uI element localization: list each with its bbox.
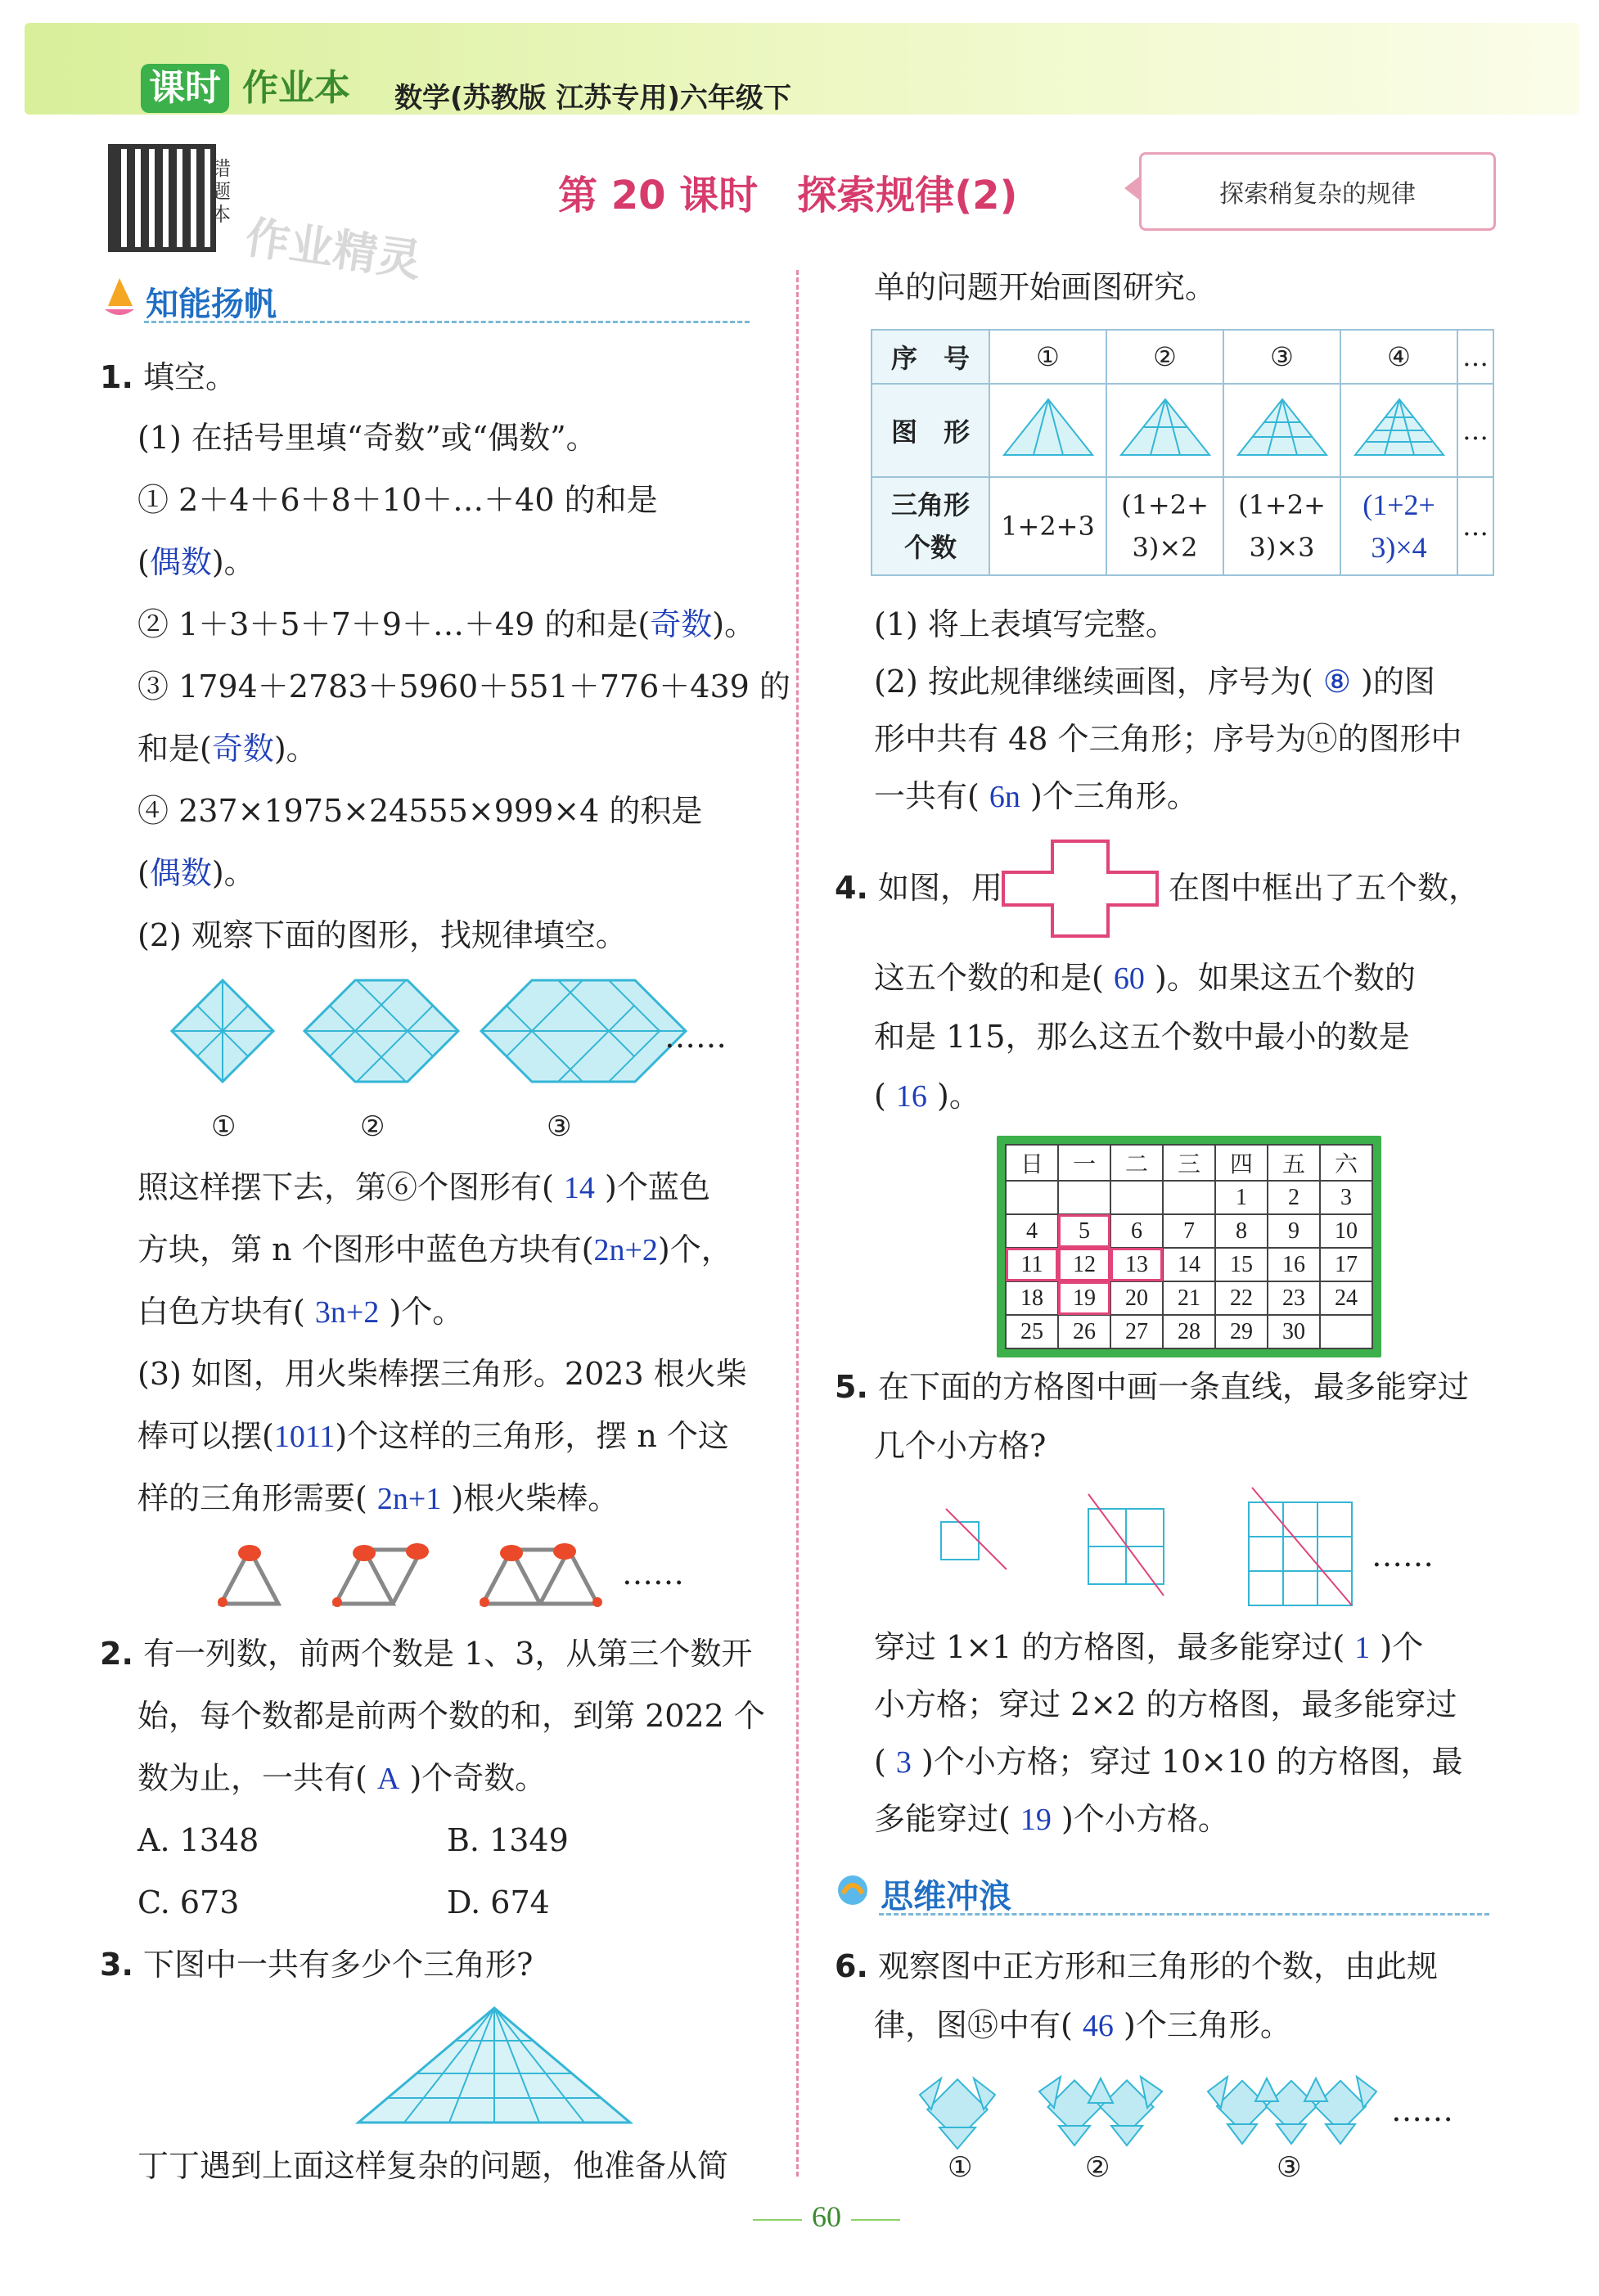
q6-line2: 律，图⑮中有( 46 )个三角形。 xyxy=(874,2007,1291,2043)
q4-line1a: 4. 如图，用 xyxy=(835,870,1002,906)
q1-p2-line2: 方块，第 n 个图形中蓝色方块有(2n+2)个， xyxy=(137,1231,732,1267)
q1-p2-line3: 白色方块有( 3n+2 )个。 xyxy=(137,1294,464,1330)
q5-answer1[interactable]: 1 xyxy=(1354,1631,1371,1665)
q5-ans-line2: 小方格；穿过 2×2 的方格图，最多能穿过 xyxy=(874,1686,1457,1722)
q3-sub1: (1) 将上表填写完整。 xyxy=(874,606,1177,642)
q2-option-d[interactable]: D. 674 xyxy=(447,1884,550,1920)
watermark: 作业精灵 xyxy=(242,211,425,287)
grid-figures xyxy=(933,1484,1375,1615)
q6-label-2: ② xyxy=(1085,2151,1110,2184)
q5-ans-line3: ( 3 )个小方格；穿过 10×10 的方格图，最 xyxy=(874,1744,1463,1780)
q3-text-line2: 单的问题开始画图研究。 xyxy=(874,269,1217,305)
q5-line1: 5. 在下面的方格图中画一条直线，最多能穿过 xyxy=(835,1369,1469,1405)
cross-cell: 11 xyxy=(1006,1248,1058,1281)
diamond-figure-2 xyxy=(304,980,458,1082)
q1-d-answer[interactable]: 偶数 xyxy=(149,857,212,891)
big-triangle-figure xyxy=(355,2005,633,2127)
q1: 1. 填空。 xyxy=(100,359,236,395)
q3-sub2-line3: 一共有( 6n )个三角形。 xyxy=(874,778,1198,814)
column-divider xyxy=(796,270,799,2177)
wave-icon xyxy=(835,1869,871,1911)
q3-stem: 3. 下图中一共有多少个三角形? xyxy=(100,1947,534,1983)
q3-cnt-2: (1+2+ 3)×2 xyxy=(1106,477,1223,575)
q1-a-answer[interactable]: 偶数 xyxy=(149,546,212,580)
brand-logo: 课时 xyxy=(141,64,229,113)
square-triangle-figures xyxy=(917,2070,1391,2152)
q2-line3: 数为止，一共有( A )个奇数。 xyxy=(137,1760,547,1796)
q1-p2-answer2[interactable]: 2n+2 xyxy=(593,1233,658,1267)
q5-line2: 几个小方格? xyxy=(874,1428,1047,1464)
q1-p3-line1: (3) 如图，用火柴棒摆三角形。2023 根火柴 xyxy=(137,1356,747,1392)
lesson-title: 第 20 课时 探索规律(2) xyxy=(558,173,1018,218)
q3-cnt-more: … xyxy=(1457,477,1493,575)
q1-part1-intro: (1) 在括号里填“奇数”或“偶数”。 xyxy=(137,420,597,456)
calendar-week: 4 5 6 7 8 9 10 xyxy=(1006,1214,1372,1248)
sail-icon xyxy=(101,277,137,319)
book-subtitle: 数学(苏教版 江苏专用)六年级下 xyxy=(394,82,791,115)
q3-cnt-4-answer[interactable]: (1+2+ 3)×4 xyxy=(1340,477,1457,575)
cross-cell: 13 xyxy=(1110,1248,1163,1281)
q3-fig-more: … xyxy=(1457,384,1493,477)
qr-code[interactable] xyxy=(108,144,216,252)
q3-table-h-cnt: 三角形 个数 xyxy=(872,477,989,575)
q3-fig-4 xyxy=(1340,384,1457,477)
calendar-week: 11 12 13 14 15 16 17 xyxy=(1006,1248,1372,1281)
calendar xyxy=(997,1136,1381,1357)
cross-cell: 5 xyxy=(1058,1214,1110,1248)
brand-logo-tail: 作业本 xyxy=(242,67,350,109)
q1-a-line2: (偶数)。 xyxy=(137,544,255,580)
q3-fig-1 xyxy=(989,384,1106,477)
q3-sub2-answer2[interactable]: 6n xyxy=(989,780,1020,814)
q6-figure-1 xyxy=(920,2078,995,2149)
q4-line1b: 在图中框出了五个数， xyxy=(1169,870,1480,906)
q3-seq-4: ④ xyxy=(1340,330,1457,384)
q4-line2: 这五个数的和是( 60 )。如果这五个数的 xyxy=(874,960,1416,996)
matchstick-ellipsis: …… xyxy=(622,1555,684,1591)
q6-figure-3 xyxy=(1208,2077,1376,2144)
q3-fig-3 xyxy=(1223,384,1340,477)
qr-label: 错题本 xyxy=(211,157,231,226)
q1-c-line2: 和是(奇数)。 xyxy=(137,731,318,767)
q6-label-1: ① xyxy=(948,2151,973,2184)
q3-seq-more: … xyxy=(1457,330,1493,384)
q6-answer[interactable]: 46 xyxy=(1082,2009,1114,2043)
q1-a-line1: ① 2＋4＋6＋8＋10＋…＋40 的和是 xyxy=(137,482,658,518)
q6-figure-2 xyxy=(1039,2077,1162,2145)
diamond-label-1: ① xyxy=(211,1110,236,1143)
diamond-label-2: ② xyxy=(360,1110,385,1143)
q6-label-3: ③ xyxy=(1277,2151,1302,2184)
q2-option-a[interactable]: A. 1348 xyxy=(137,1822,259,1858)
q2-option-b[interactable]: B. 1349 xyxy=(447,1822,569,1858)
q1-p2-answer3[interactable]: 3n+2 xyxy=(314,1295,380,1330)
q3-seq-1: ① xyxy=(989,330,1106,384)
q3-sub2-line2: 形中共有 48 个三角形；序号为ⓝ的图形中 xyxy=(874,721,1462,757)
q3-table-h-seq: 序 号 xyxy=(872,330,989,384)
grid-ellipsis: …… xyxy=(1372,1537,1434,1573)
q5-answer3[interactable]: 19 xyxy=(1020,1803,1052,1837)
q1-p3-answer1[interactable]: 1011 xyxy=(273,1420,336,1454)
q4-answer1[interactable]: 60 xyxy=(1113,961,1145,996)
q3-sub2-answer1[interactable]: ⑧ xyxy=(1322,665,1351,700)
q1-d-line2: (偶数)。 xyxy=(137,855,255,891)
q2-line2: 始，每个数都是前两个数的和，到第 2022 个 xyxy=(137,1698,765,1734)
q2-line1: 2. 有一列数，前两个数是 1、3，从第三个数开 xyxy=(100,1636,753,1672)
cross-cell: 19 xyxy=(1058,1281,1110,1315)
q1-b-answer[interactable]: 奇数 xyxy=(650,608,713,642)
q1-part2-intro: (2) 观察下面的图形，找规律填空。 xyxy=(137,917,627,953)
q3-table-h-fig: 图 形 xyxy=(872,384,989,477)
q1-p3-answer2[interactable]: 2n+1 xyxy=(376,1482,442,1516)
q6-line1: 6. 观察图中正方形和三角形的个数，由此规 xyxy=(835,1948,1438,1984)
section-rule-1 xyxy=(144,321,750,323)
cross-shape-icon xyxy=(1000,838,1160,939)
section-rule-2 xyxy=(879,1913,1489,1916)
calendar-header: 日 一 二 三 四 五 六 xyxy=(1006,1145,1372,1181)
calendar-week: 1 2 3 xyxy=(1006,1181,1372,1214)
diamond-figure-3 xyxy=(481,980,686,1082)
q3-text-line1: 丁丁遇到上面这样复杂的问题，他准备从简 xyxy=(137,2148,729,2184)
q1-d-line1: ④ 237×1975×24555×999×4 的积是 xyxy=(137,793,703,829)
q4-answer2[interactable]: 16 xyxy=(895,1079,927,1114)
q5-ans-line4: 多能穿过( 19 )个小方格。 xyxy=(874,1801,1229,1837)
q1-c-answer[interactable]: 奇数 xyxy=(211,732,274,767)
q1-p3-line2: 棒可以摆(1011)个这样的三角形，摆 n 个这 xyxy=(137,1418,729,1454)
q3-cnt-3: (1+2+ 3)×3 xyxy=(1223,477,1340,575)
page-number: 60 xyxy=(812,2200,841,2233)
q5-ans-line1: 穿过 1×1 的方格图，最多能穿过( 1 )个 xyxy=(874,1629,1424,1665)
q6-ellipsis: …… xyxy=(1391,2092,1453,2128)
lesson-tag-pointer xyxy=(1124,177,1139,200)
q2-option-c[interactable]: C. 673 xyxy=(137,1884,240,1920)
q1-b: ② 1＋3＋5＋7＋9＋…＋49 的和是(奇数)。 xyxy=(137,606,756,642)
q2-answer[interactable]: A xyxy=(376,1762,400,1796)
cross-cell: 12 xyxy=(1058,1248,1110,1281)
q4-line3: 和是 115，那么这五个数中最小的数是 xyxy=(874,1019,1410,1055)
q1-p2-line1: 照这样摆下去，第⑥个图形有( 14 )个蓝色 xyxy=(137,1169,710,1205)
calendar-week: 25 26 27 28 29 30 xyxy=(1006,1315,1372,1348)
diamond-ellipsis: …… xyxy=(664,1019,727,1055)
section-title-1: 知能扬帆 xyxy=(146,286,277,323)
footer-rule-right xyxy=(851,2219,900,2221)
q5-answer2[interactable]: 3 xyxy=(895,1745,912,1780)
q4-line4: ( 16 )。 xyxy=(874,1078,980,1114)
lesson-tag-text: 探索稍复杂的规律 xyxy=(1219,180,1416,209)
diamond-label-3: ③ xyxy=(547,1110,572,1143)
q3-table xyxy=(871,329,1494,576)
matchstick-figures xyxy=(213,1538,638,1612)
q1-p2-answer1[interactable]: 14 xyxy=(563,1171,595,1205)
q1-p3-line3: 样的三角形需要( 2n+1 )根火柴棒。 xyxy=(137,1480,619,1516)
q3-seq-2: ② xyxy=(1106,330,1223,384)
diamond-figure-1 xyxy=(172,980,273,1082)
q3-seq-3: ③ xyxy=(1223,330,1340,384)
section-title-2: 思维冲浪 xyxy=(881,1878,1011,1916)
q3-fig-2 xyxy=(1106,384,1223,477)
q1-c-line1: ③ 1794＋2783＋5960＋551＋776＋439 的 xyxy=(137,669,790,705)
calendar-week: 18 19 20 21 22 23 24 xyxy=(1006,1281,1372,1315)
q3-sub2-line1: (2) 按此规律继续画图，序号为( ⑧ )的图 xyxy=(874,664,1435,700)
q3-cnt-1: 1+2+3 xyxy=(989,477,1106,575)
